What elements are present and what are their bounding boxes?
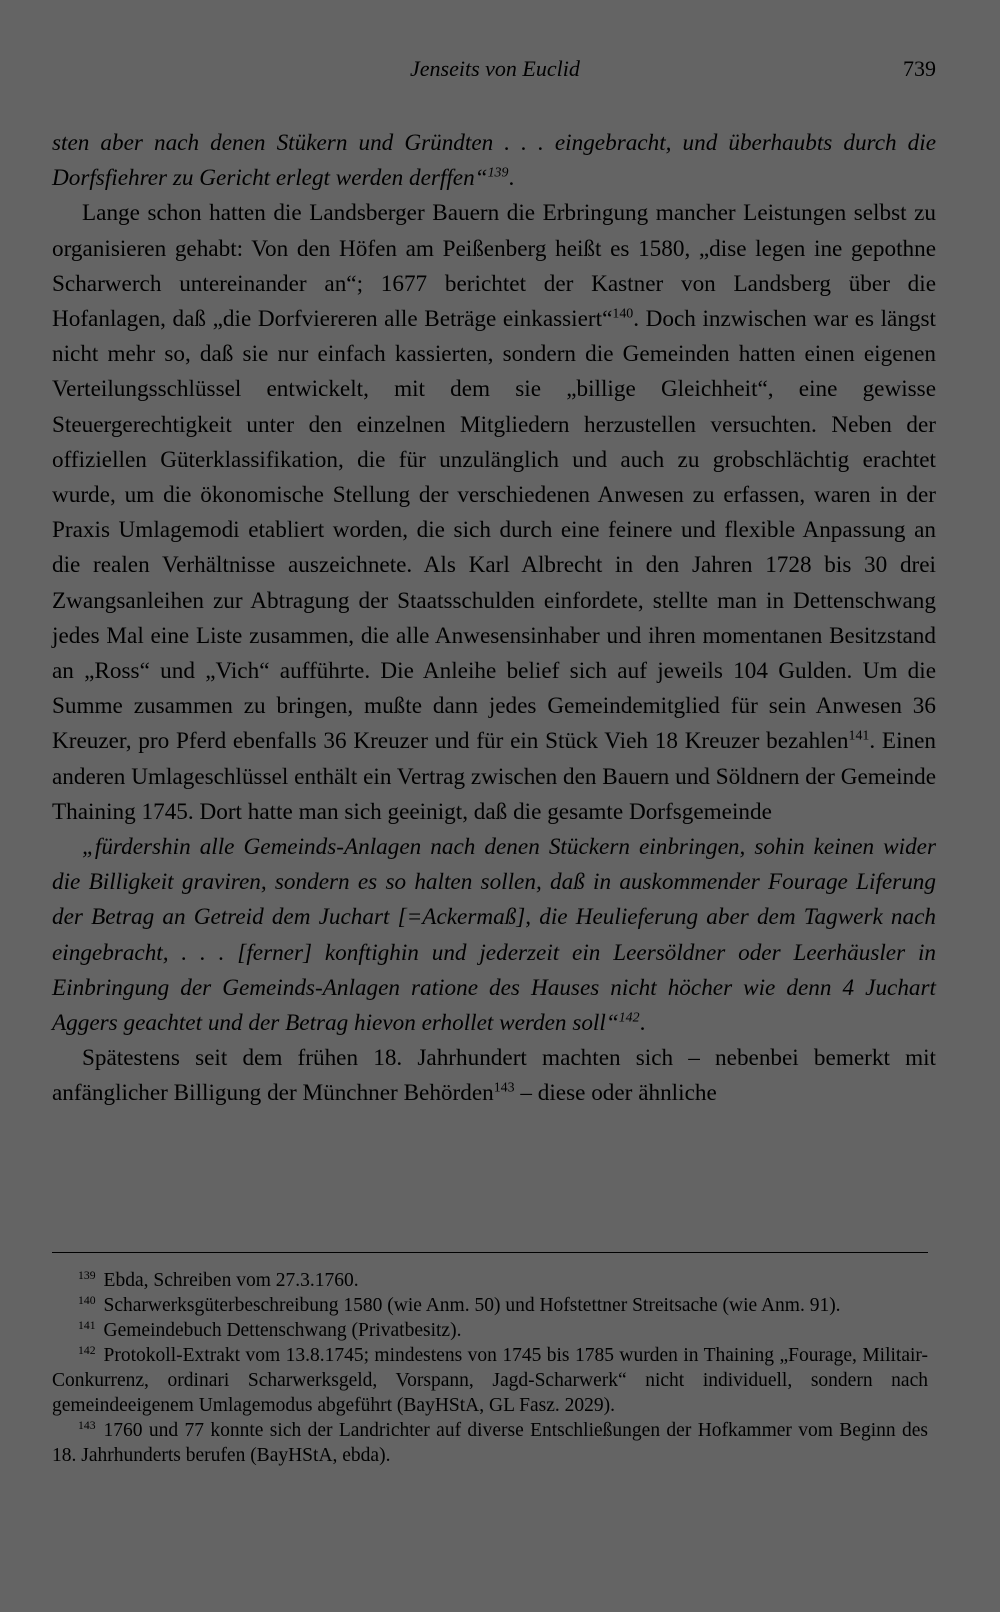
paragraph-1 [52,126,936,196]
footnote-separator [52,1252,928,1253]
footnote-143 [52,1418,928,1468]
running-header [52,56,936,92]
paragraph-2-text-c: . Einen anderen Umlageschlüssel enthält ein Vertrag zwischen den Bauern und Söldnern der Gemeinde Thaining 1745. Dort hatte man sich geeinigt, daß die gesamte Dorfsgemeinde [52,728,936,825]
footnote-ref-139: 139 [487,165,509,181]
quote-fragment: sten aber nach denen Stükern und Gründten . . . eingebracht, und überhaubts durch die Dorfsfiehrer zu Gericht erlegt werden derffen“ [52,130,936,192]
footnote-ref-143: 143 [493,1080,515,1096]
block-quote-text: „fürdershin alle Gemeinds-Anlagen nach denen Stückern einbringen, sohin keinen wider die Billigkeit graviren, sondern es so halten sollen, daß in auskommender Fourage Liferung der Betrag an Getreid dem Juchart [=Ackermaß], die Heulieferung aber dem Tagwerk nach eingebracht, . . . [ferner] konftighin und jederzeit ein Leersöldner oder Leerhäusler in Einbringung der Gemeinds-Anlagen ratione des Hauses nicht höcher wie denn 4 Juchart Aggers geachtet und der Betrag hievon erhollet werden soll“ [52,834,936,1037]
footnote-text: Protokoll-Extrakt vom 13.8.1745; mindestens von 1745 bis 1785 wurden in Thaining „Fourage, Militair-Conkurrenz, ordinari Scharwerksgeld, Vorspann, Jagd-Scharwerk“ nicht individuell, sondern nach gemeindeeigenem Umlagemodus abgeführt (BayHStA, GL Fasz. 2029). [52,1345,928,1416]
footnote-141 [52,1318,928,1343]
footnote-text: 1760 und 77 konnte sich der Landrichter auf diverse Entschließungen der Hofkammer vom Beginn des 18. Jahrhunderts berufen (BayHStA, ebda). [52,1420,928,1466]
footnote-number: 139 [78,1268,96,1282]
footnote-number: 142 [78,1343,96,1357]
footnote-ref-141: 141 [848,728,870,744]
main-text [52,126,936,1112]
footnote-140 [52,1293,928,1318]
footnote-142 [52,1343,928,1418]
paragraph-2-text-a: Lange schon hatten die Landsberger Bauern die Erbringung mancher Leistungen selbst zu organisieren gehabt: Von den Höfen am Peißenberg heißt es 1580, „dise legen ine gepothne Scharwerch untereinander an“; 1677 berichtet der Kastner von Landsberg über die Hofanlagen, daß „die Dorfviereren alle Beträge einkassiert“ [52,200,936,333]
footnotes [52,1268,928,1468]
page-number: 739 [903,56,936,81]
footnote-139 [52,1268,928,1293]
footnote-number: 140 [78,1293,96,1307]
period: . [508,165,515,192]
footnote-number: 143 [78,1418,96,1432]
footnote-text: Scharwerksgüterbeschreibung 1580 (wie Anm. 50) und Hofstettner Streitsache (wie Anm. 91). [103,1295,841,1316]
paragraph-2-text-b: . Doch inzwischen war es längst nicht mehr so, daß sie nur einfach kassierten, sondern die Gemeinden hatten einen eigenen Verteilungsschlüssel entwickelt, mit dem sie „billige Gleichheit“, eine gewisse Steuergerechtigkeit unter den einzelnen Mitgliedern herzustellen versuchten. Neben der offiziellen Güterklassifikation, die für unzulänglich und auch zu grobschlächtig erachtet wurde, um die ökonomische Stellung der verschiedenen Anwesen zu erfassen, waren in der Praxis Umlagemodi etabliert worden, die sich durch eine feinere und flexible Anpassung an die realen Verhältnisse auszeichnete. Als Karl Albrecht in den Jahren 1728 bis 30 drei Zwangsanleihen zur Abtragung der Staatsschulden einfordete, stellte man in Dettenschwang jedes Mal eine Liste zusammen, die alle Anwesensinhaber und ihren momentanen Besitzstand an „Ross“ und „Vich“ aufführte. Die Anleihe belief sich auf jeweils 104 Gulden. Um die Summe zusammen zu bringen, mußte dann jedes Gemeindemitglied für sein Anwesen 36 Kreuzer, pro Pferd ebenfalls 36 Kreuzer und für ein Stück Vieh 18 Kreuzer bezahlen [52,306,936,755]
footnote-ref-140: 140 [612,306,634,322]
footnote-text: Gemeindebuch Dettenschwang (Privatbesitz). [103,1320,462,1341]
period: . [639,1010,646,1037]
paragraph-2 [52,196,936,830]
paragraph-3-text-b: – diese oder ähnliche [514,1080,717,1107]
block-quote [52,830,936,1041]
paragraph-3 [52,1041,936,1111]
footnote-number: 141 [78,1318,96,1332]
running-title: Jenseits von Euclid [410,56,580,81]
footnote-ref-142: 142 [618,1010,640,1026]
paragraph-3-text-a: Spätestens seit dem frühen 18. Jahrhundert machten sich – nebenbei bemerkt mit anfänglicher Billigung der Münchner Behörden [52,1045,936,1107]
footnote-text: Ebda, Schreiben vom 27.3.1760. [103,1270,359,1291]
